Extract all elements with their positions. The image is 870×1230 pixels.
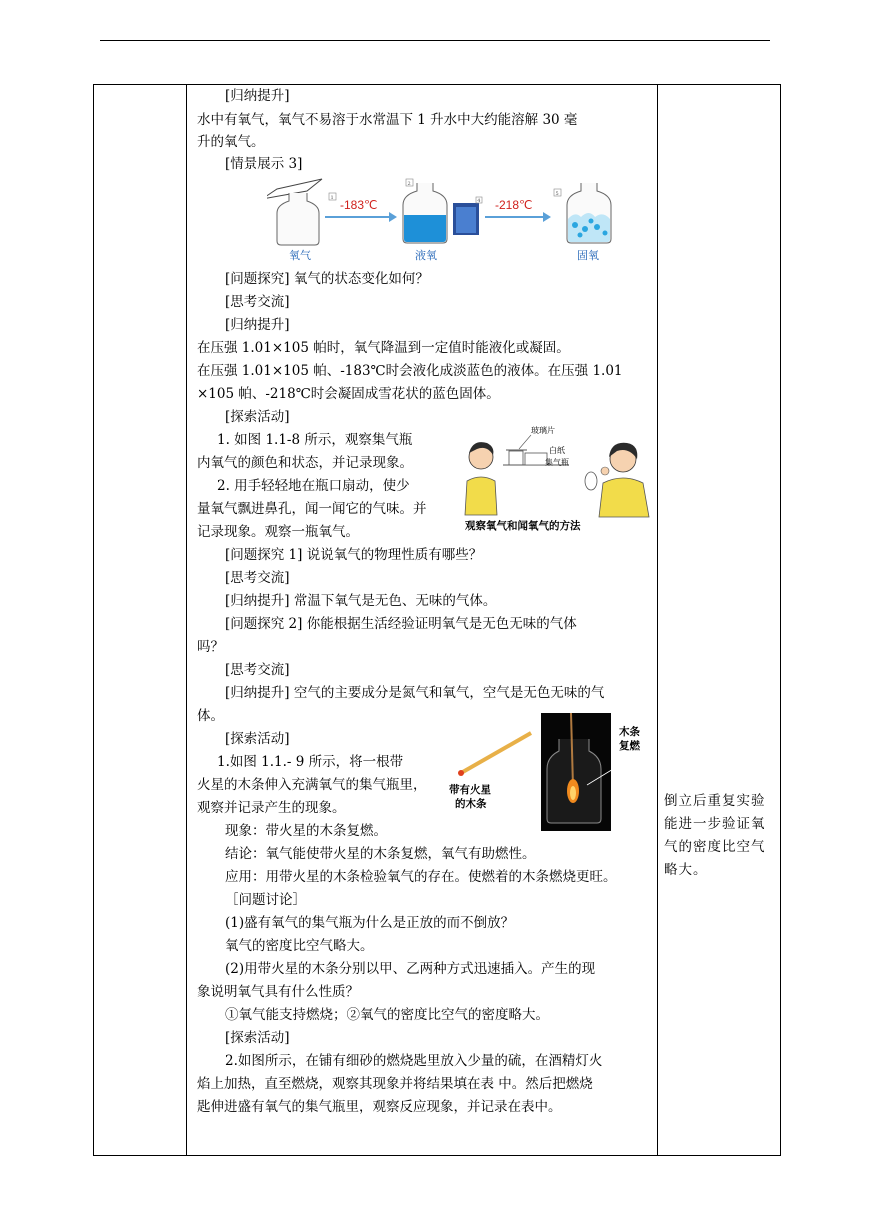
text-line: [情景展示 3] [225,156,303,172]
label-liquid: 液氧 [415,249,437,262]
text-line: 象说明氧气具有什么性质？ [197,984,359,1000]
text-line: 2. 用手轻轻地在瓶口扇动，使少 [217,478,410,494]
text-line: [归纳提升] [225,88,290,104]
text-line: [问题探究 2] 你能根据生活经验证明氧气是无色无味的气体 [225,616,577,632]
text-line: ［问题讨论］ [225,892,306,908]
step-number: 2 [407,181,411,187]
label-relit-1: 木条 [619,726,640,738]
text-line: [探索活动] [225,731,290,747]
step-number: 4 [477,198,481,204]
text-line: 结论：氧气能使带火星的木条复燃，氧气有助燃性。 [225,846,536,862]
text-line: [归纳提升] 空气的主要成分是氮气和氧气，空气是无色无味的气 [225,685,605,701]
text-line: [思考交流] [225,294,290,310]
text-line: 火星的木条伸入充满氧气的集气瓶里， [197,777,427,793]
splint-relight-figure [447,711,653,833]
text-line: 现象：带火星的木条复燃。 [225,823,387,839]
text-line: 内氧气的颜色和状态，并记录现象。 [197,455,413,471]
text-line: 应用：用带火星的木条检验氧气的存在。使燃着的木条燃烧更旺。 [225,869,617,885]
text-line: 焰上加热，直至燃烧，观察其现象并将结果填在表 中。然后把燃烧 [197,1076,593,1092]
text-line: [探索活动] [225,409,290,425]
text-line: 体。 [197,708,224,724]
text-line: 2.如图所示，在铺有细砂的燃烧匙里放入少量的硫，在酒精灯火 [225,1053,603,1069]
label-gas: 氧气 [289,249,311,262]
text-line: 升的氧气。 [197,134,265,150]
label-glass-plate: 玻璃片 [531,426,555,435]
text-line: 水中有氧气，氧气不易溶于水常温下 1 升水中大约能溶解 30 毫 [197,112,578,128]
figure-caption: 观察氧气和闻氧气的方法 [465,520,581,532]
observe-oxygen-figure [459,423,655,533]
text-line: [归纳提升] 常温下氧气是无色、无味的气体。 [225,593,497,609]
solid-oxygen-jar [555,177,627,263]
header-rule [100,40,770,41]
text-line: 观察并记录产生的现象。 [197,800,346,816]
lesson-table [93,84,781,1156]
label-solid: 固氧 [577,249,599,262]
oxygen-state-figure [267,177,567,263]
step-number: 1 [330,195,334,201]
text-line: [问题探究 1] 说说氧气的物理性质有哪些？ [225,547,483,563]
text-line: 记录现象。观察一瓶氧气。 [197,524,359,540]
text-line: [探索活动] [225,1030,290,1046]
text-line: 吗？ [197,639,224,655]
text-line: [问题探究] 氧气的状态变化如何？ [225,271,429,287]
label-white-paper: 白纸 [549,446,565,455]
text-line: 在压强 1.01×105 帕、-183℃时会液化成淡蓝色的液体。在压强 1.01 [197,363,623,379]
text-line: (2)用带火星的木条分别以甲、乙两种方式迅速插入。产生的现 [225,961,596,977]
text-line: (1)盛有氧气的集气瓶为什么是正放的而不倒放？ [225,915,515,931]
text-line: ×105 帕、-218℃时会凝固成雪花状的蓝色固体。 [197,386,500,402]
text-line: [思考交流] [225,570,290,586]
left-column [94,85,187,1156]
temperature-label-2: -218℃ [495,198,533,212]
temperature-label-1: -183℃ [340,198,378,212]
right-note: 倒立后重复实验能进一步验证氧气的密度比空气略大。 [664,793,766,878]
text-line: 匙伸进盛有氧气的集气瓶里，观察反应现象，并记录在表中。 [197,1099,562,1115]
note-column [658,85,781,1156]
step-number: 5 [555,191,559,197]
text-line: 1. 如图 1.1-8 所示，观察集气瓶 [217,432,413,448]
text-line: ①氧气能支持燃烧；②氧气的密度比空气的密度略大。 [225,1007,549,1023]
text-line: [归纳提升] [225,317,290,333]
text-line: 氧气的密度比空气略大。 [225,938,374,954]
label-glowing-splint-1: 带有火星 [449,784,491,796]
text-line: [思考交流] [225,662,290,678]
text-line: 1.如图 1.1.- 9 所示，将一根带 [217,754,404,770]
label-glowing-splint-2: 的木条 [455,798,487,810]
label-gas-jar: 集气瓶 [545,458,569,467]
text-line: 量氧气飘进鼻孔，闻一闻它的气味。并 [197,501,427,517]
label-relit-2: 复燃 [619,740,640,752]
content-column [187,85,658,1156]
text-line: 在压强 1.01×105 帕时，氧气降温到一定值时能液化或凝固。 [197,340,570,356]
